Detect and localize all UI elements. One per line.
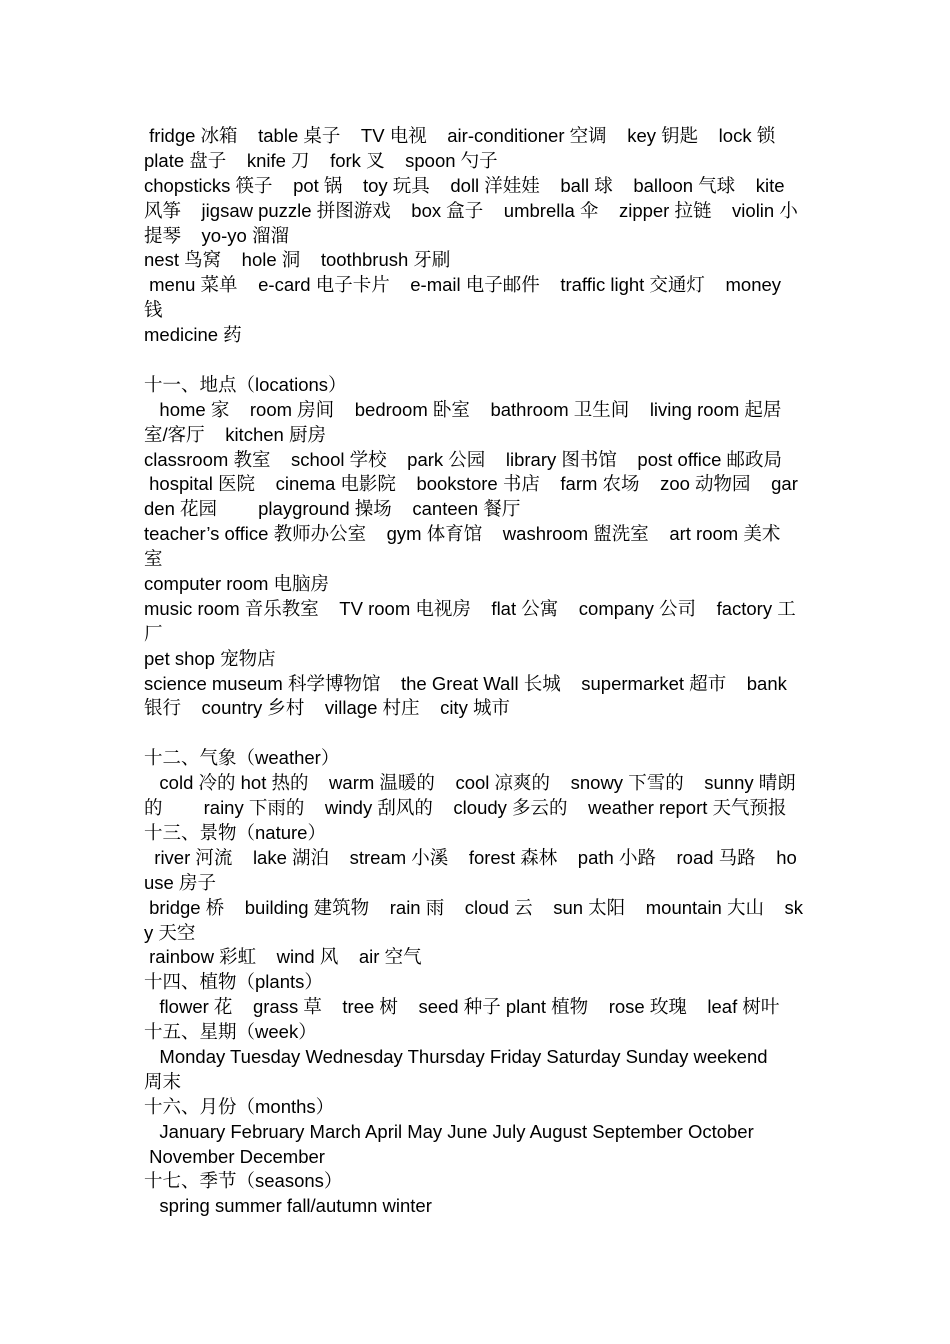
text-line: y 天空 [144, 921, 196, 943]
section-heading: 十一、地点（locations） [144, 373, 347, 395]
text-line: science museum 科学博物馆 the Great Wall 长城 supermarket 超市 bank [144, 672, 787, 694]
text-line: rainbow 彩虹 wind 风 air 空气 [144, 946, 422, 968]
blank-line [144, 348, 824, 373]
text-line: computer room 电脑房 [144, 573, 330, 595]
document-page [144, 124, 824, 1219]
text-line: 室/客厅 kitchen 厨房 [144, 423, 326, 445]
text-line: river 河流 lake 湖泊 stream 小溪 forest 森林 path 小路 road 马路 ho [144, 846, 797, 868]
text-line: bridge 桥 building 建筑物 rain 雨 cloud 云 sun 太阳 mountain 大山 sk [144, 896, 804, 918]
text-line: November December [144, 1145, 325, 1167]
text-line: teacher’s office 教师办公室 gym 体育馆 washroom 盥洗室 art room 美术 [144, 523, 781, 545]
text-line: Monday Tuesday Wednesday Thursday Friday Saturday Sunday weekend [144, 1045, 768, 1067]
section-heading: 十六、月份（months） [144, 1095, 335, 1117]
section-heading: 十二、气象（weather） [144, 747, 340, 769]
text-line: pet shop 宠物店 [144, 647, 276, 669]
text-line: hospital 医院 cinema 电影院 bookstore 书店 farm 农场 zoo 动物园 gar [144, 473, 798, 495]
text-line: January February March April May June July August September October [144, 1120, 754, 1142]
text-line: classroom 教室 school 学校 park 公园 library 图书馆 post office 邮政局 [144, 448, 783, 470]
blank-line [144, 721, 824, 746]
text-line: menu 菜单 e-card 电子卡片 e-mail 电子邮件 traffic light 交通灯 money [144, 274, 782, 296]
text-line: den 花园 playground 操场 canteen 餐厅 [144, 498, 521, 520]
text-line: 风筝 jigsaw puzzle 拼图游戏 box 盒子 umbrella 伞 zipper 拉链 violin 小 [144, 199, 798, 221]
text-line: 银行 country 乡村 village 村庄 city 城市 [144, 697, 510, 719]
section-heading: 十五、星期（week） [144, 1021, 317, 1043]
text-line: 的 rainy 下雨的 windy 刮风的 cloudy 多云的 weather report 天气预报 [144, 797, 787, 819]
text-line: 周末 [144, 1070, 182, 1092]
section-heading: 十三、景物（nature） [144, 821, 326, 843]
text-line: 提琴 yo-yo 溜溜 [144, 224, 289, 246]
section-heading: 十四、植物（plants） [144, 971, 323, 993]
text-line: medicine 药 [144, 324, 242, 346]
section-heading: 十七、季节（seasons） [144, 1170, 343, 1192]
text-line: chopsticks 筷子 pot 锅 toy 玩具 doll 洋娃娃 ball 球 balloon 气球 kite [144, 174, 785, 196]
text-line: plate 盘子 knife 刀 fork 叉 spoon 勺子 [144, 149, 498, 171]
text-line: flower 花 grass 草 tree 树 seed 种子 plant 植物 rose 玫瑰 leaf 树叶 [144, 996, 780, 1018]
text-line: 室 [144, 548, 163, 570]
text-line: 钱 [144, 299, 163, 321]
text-line: nest 鸟窝 hole 洞 toothbrush 牙刷 [144, 249, 451, 271]
text-line: 厂 [144, 622, 163, 644]
text-line: fridge 冰箱 table 桌子 TV 电视 air-conditioner 空调 key 钥匙 lock 锁 [144, 125, 776, 146]
text-line: cold 冷的 hot 热的 warm 温暖的 cool 凉爽的 snowy 下雪的 sunny 晴朗 [144, 772, 796, 794]
text-line: home 家 room 房间 bedroom 卧室 bathroom 卫生间 living room 起居 [144, 398, 782, 420]
text-line: use 房子 [144, 871, 216, 893]
text-line: music room 音乐教室 TV room 电视房 flat 公寓 company 公司 factory 工 [144, 597, 796, 619]
text-line: spring summer fall/autumn winter [144, 1195, 432, 1217]
